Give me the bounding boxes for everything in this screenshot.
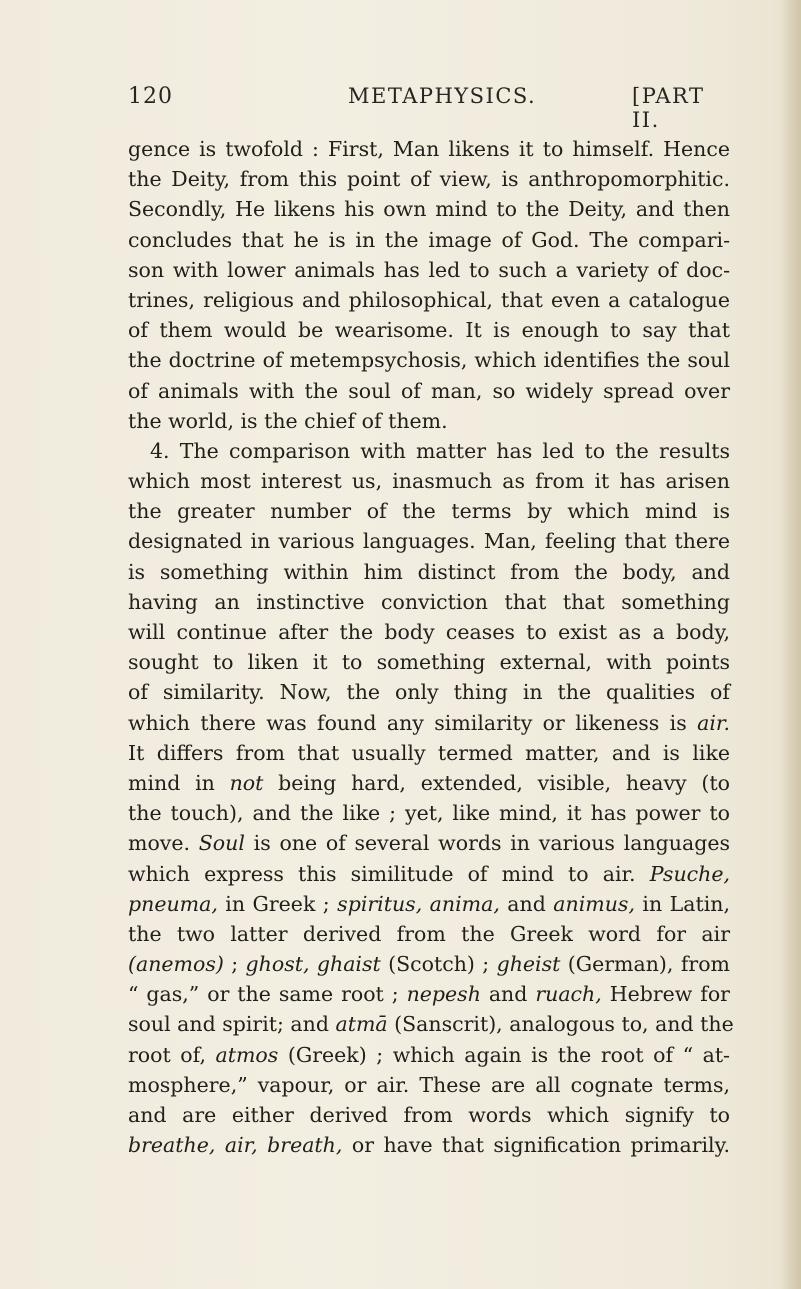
text-line: of similarity. Now, the only thing in the qualities of — [128, 680, 730, 705]
text-line: son with lower animals has led to such a variety of doc- — [128, 257, 730, 282]
text-line: sought to liken it to something external, with points — [128, 650, 730, 675]
text-line: move. Soul is one of several words in various languages — [128, 831, 730, 856]
text-line: the world, is the chief of them. — [128, 408, 448, 433]
text-line: the greater number of the terms by which mind is — [128, 499, 730, 524]
text-line: gence is twofold : First, Man likens it to himself. Hence — [128, 137, 730, 161]
text-line: which most interest us, inasmuch as from it has arisen — [128, 469, 730, 494]
text-line: concludes that he is in the image of God. The compari- — [128, 227, 730, 252]
part-label: [PART II. — [632, 84, 705, 132]
text-line: of them would be wearisome. It is enough to say that — [128, 318, 730, 343]
text-line: of animals with the soul of man, so widely spread over — [128, 378, 730, 403]
page-edge-shadow — [779, 0, 801, 1289]
text-line: the doctrine of metempsychosis, which identifies the soul — [128, 348, 730, 373]
text-line: the two latter derived from the Greek word for air — [128, 921, 730, 946]
text-line: “ gas,” or the same root ; nepesh and ruach, Hebrew for — [128, 982, 730, 1007]
text-line: the touch), and the like ; yet, like mind, it has power to — [128, 801, 730, 826]
text-line: pneuma, in Greek ; spiritus, anima, and animus, in Latin, — [128, 891, 730, 916]
text-line: which express this similitude of mind to air. Psuche, — [128, 861, 730, 886]
text-line: (anemos) ; ghost, ghaist (Scotch) ; gheist (German), from — [128, 952, 730, 977]
text-line: mind in not being hard, extended, visible, heavy (to — [128, 770, 730, 795]
text-line: trines, religious and philosophical, that even a catalogue — [128, 287, 730, 312]
text-line: soul and spirit; and atmā (Sanscrit), analogous to, and the — [128, 1012, 734, 1037]
text-line: which there was found any similarity or likeness is air. — [128, 710, 730, 735]
running-head: METAPHYSICS. — [348, 84, 537, 108]
text-line: mosphere,” vapour, or air. These are all cognate terms, — [128, 1072, 730, 1097]
body-text — [128, 134, 734, 1160]
page-header — [128, 84, 728, 132]
text-line: It differs from that usually termed matter, and is like — [128, 740, 730, 765]
text-line: designated in various languages. Man, feeling that there — [128, 529, 730, 554]
text-line: and are either derived from words which signify to — [128, 1103, 730, 1127]
page-number: 120 — [128, 84, 173, 109]
text-line: 4. The comparison with matter has led to the results — [150, 438, 730, 463]
text-line: breathe, air, breath, or have that signification primarily. — [128, 1133, 730, 1158]
text-line: root of, atmos (Greek) ; which again is the root of “ at- — [128, 1042, 730, 1067]
text-line: is something within him distinct from the body, and — [128, 559, 730, 584]
text-line: will continue after the body ceases to exist as a body, — [128, 620, 730, 644]
text-line: the Deity, from this point of view, is anthropomorphitic. — [128, 167, 730, 192]
text-line: Secondly, He likens his own mind to the Deity, and then — [128, 197, 730, 222]
text-line: having an instinctive conviction that that something — [128, 589, 730, 614]
